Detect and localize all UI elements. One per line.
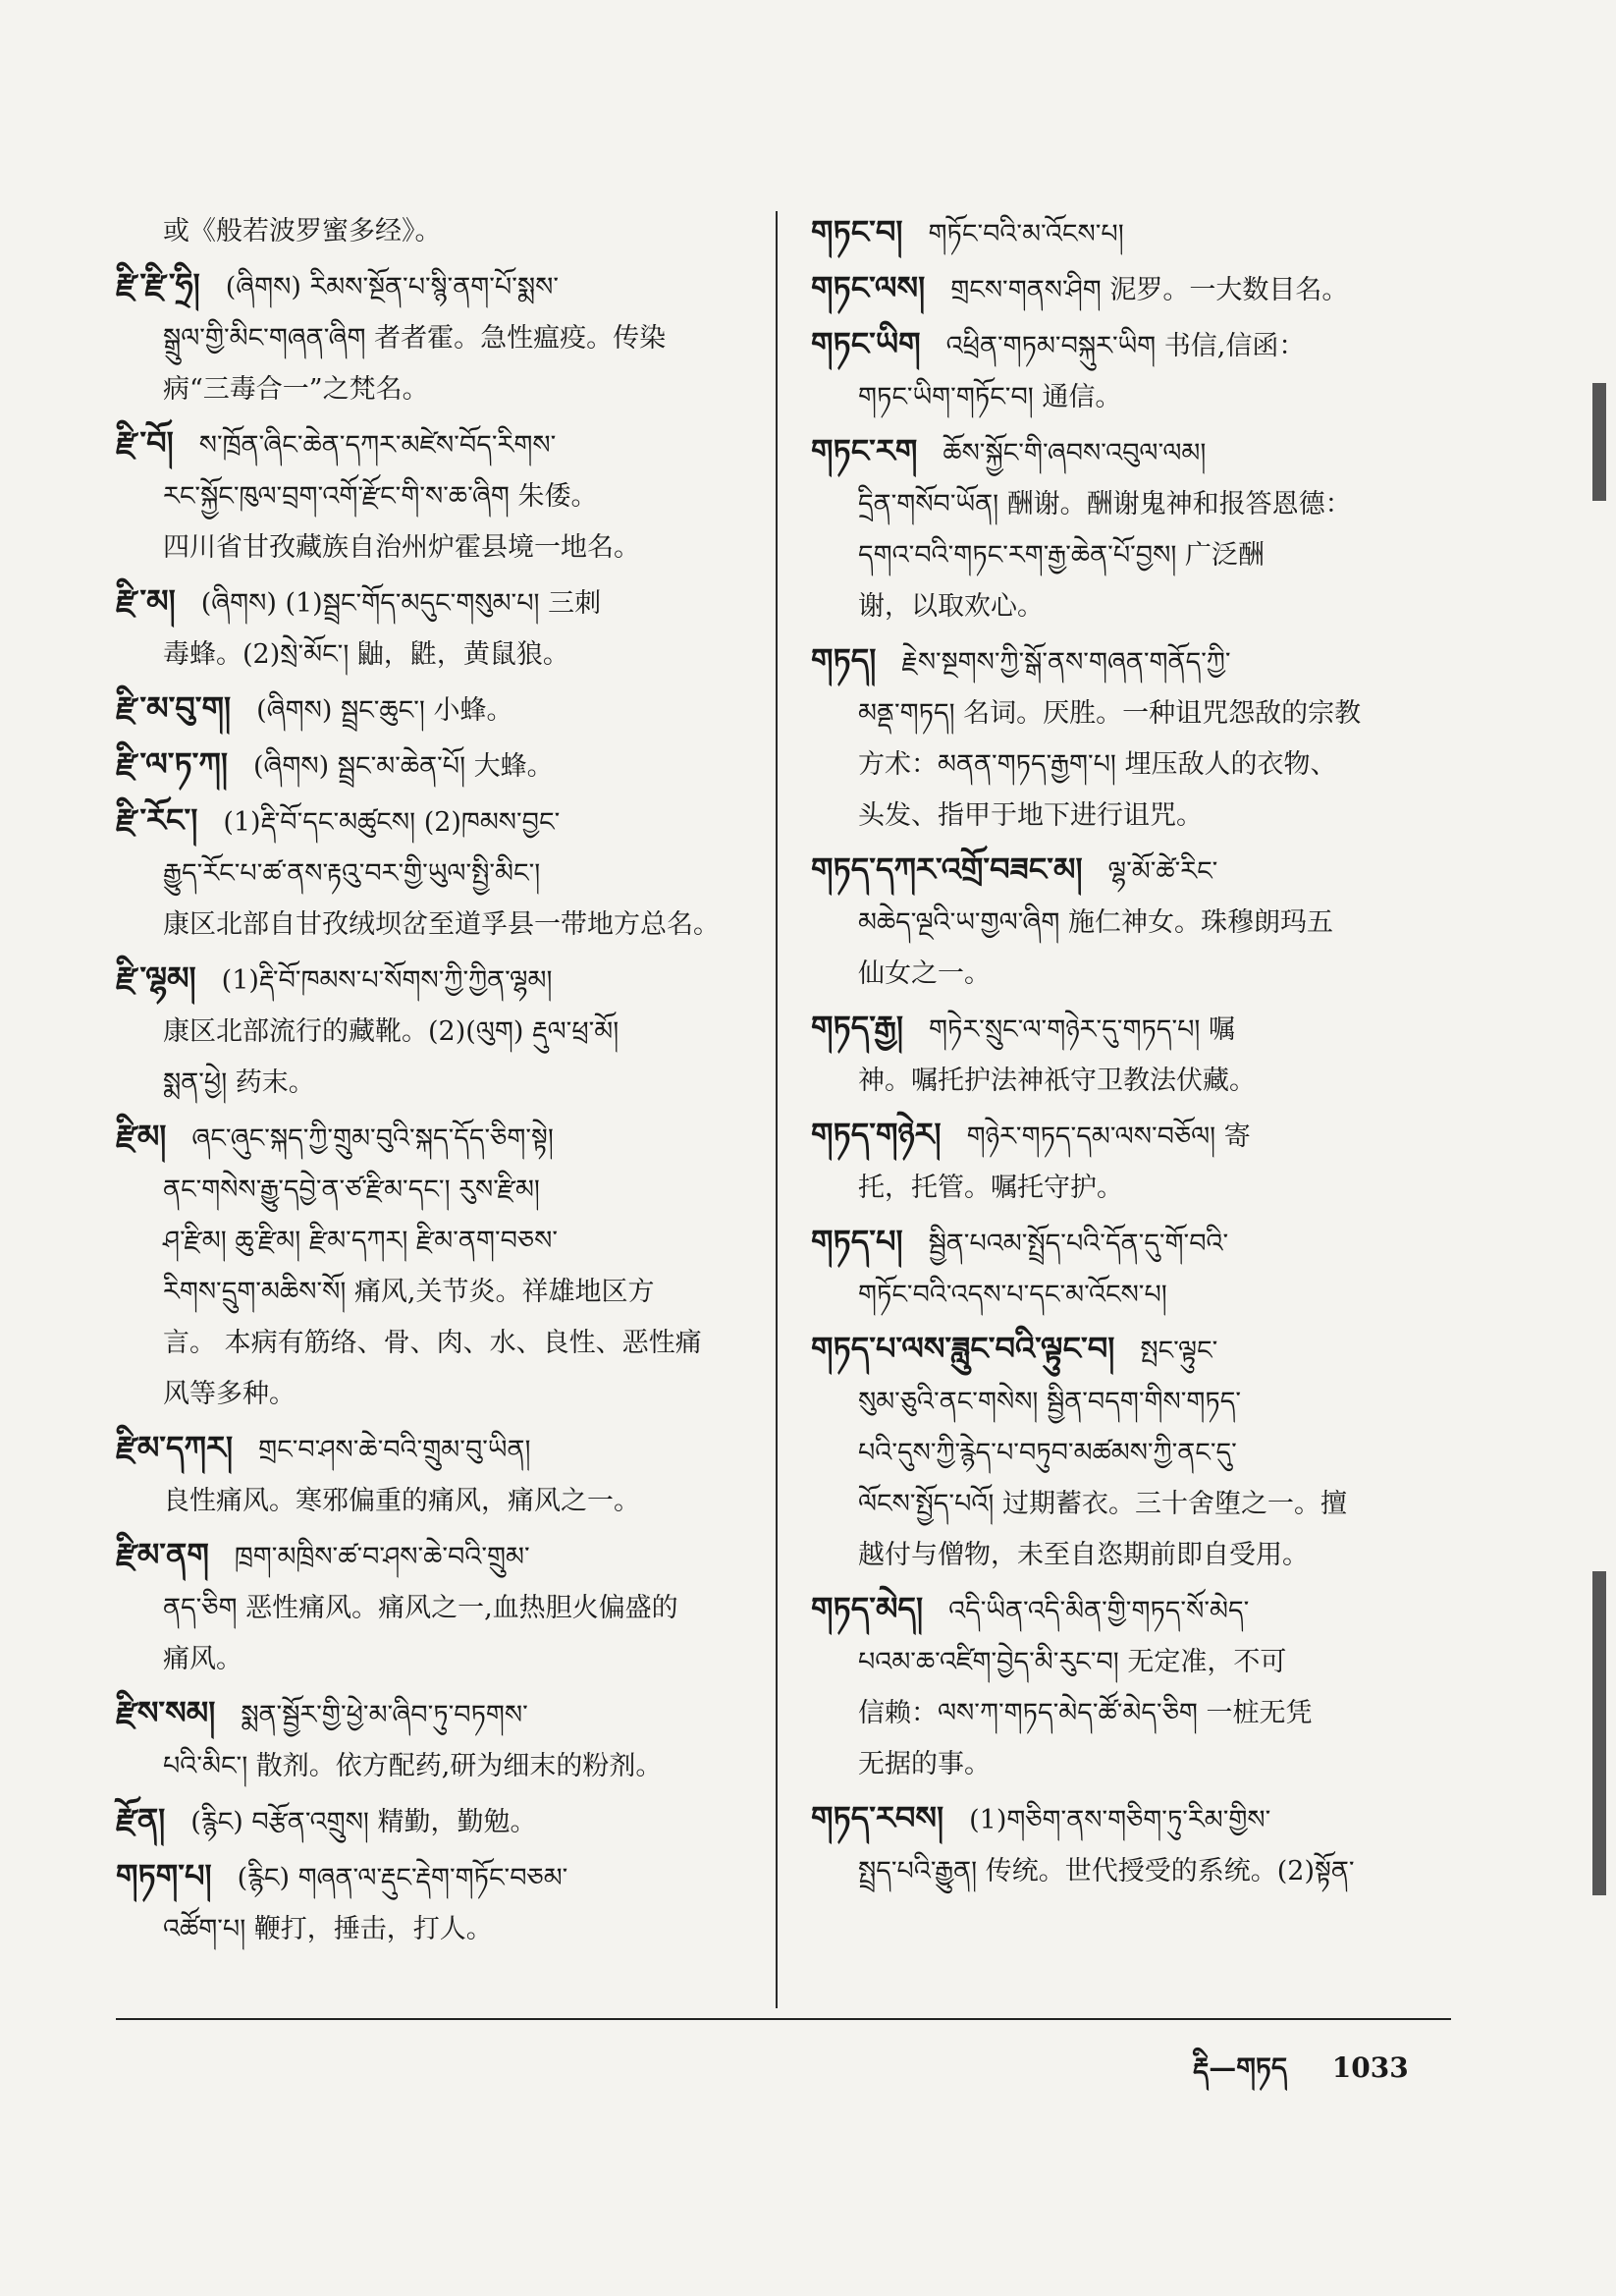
entry-text-line: 方术：མནན་གཏད་རྒྱག་པ། 埋压敌人的衣物、 bbox=[858, 749, 1337, 780]
entry-headword: རྫིམ་ནག bbox=[116, 1536, 209, 1573]
dictionary-entry bbox=[116, 953, 754, 1109]
entry-text-line: སྤྲད་པའི་རྒྱུན། 传统。世代授受的系统。(2)སྟོན་ bbox=[858, 1856, 1355, 1886]
entry-text-line: གྲངས་གནས་ཤིག 泥罗。一大数目名。 bbox=[950, 275, 1349, 305]
entry-text-line: རྗེས་སྔགས་ཀྱི་སྒོ་ནས་གཞན་གནོད་ཀྱི་ bbox=[901, 647, 1231, 678]
entry-text-line: (རྙིང) བརྩོན་འགྲུས། 精勤，勤勉。 bbox=[190, 1807, 537, 1837]
entry-text-line: (1)རྡི་བོ་དང་མཚུངས། (2)ཁམས་བྱང་ bbox=[223, 807, 561, 838]
entry-text-line: ནད་ཅིག 恶性痛风。痛风之一,血热胆火偏盛的 bbox=[163, 1593, 678, 1623]
left-column bbox=[116, 206, 754, 1957]
entry-text-line: པའམ་ཆ་འཛིག་བྱེད་མི་རུང་བ། 无定准，不可 bbox=[858, 1647, 1287, 1677]
entry-headword: གཏད་རབས། bbox=[811, 1799, 944, 1836]
entry-text-line: དགའ་བའི་གཏང་རག་རྒྱ་ཆེན་པོ་བྱས། 广泛酬 bbox=[858, 540, 1265, 571]
entry-text-line: 四川省甘孜藏族自治州炉霍县境一地名。 bbox=[163, 532, 640, 563]
entry-headword: རྫི་བོ། bbox=[116, 424, 174, 462]
entry-text-line: (ཞིགས) སྦྲང་མ་ཆེན་པོ། 大蜂。 bbox=[252, 751, 554, 782]
entry-text-line: གཉེར་གཏད་དམ་ལས་བཅོལ། 寄 bbox=[966, 1121, 1251, 1152]
dictionary-entry bbox=[811, 262, 1449, 316]
entry-text-line: འཚོག་པ། 鞭打，捶击，打人。 bbox=[163, 1914, 493, 1944]
entry-text-line: སྤང་ལྟུང་ bbox=[1140, 1336, 1218, 1366]
entry-text-line: སྦྱིན་པའམ་སྤྲོད་པའི་དོན་དུ་གོ་བའི་ bbox=[928, 1229, 1229, 1259]
entry-headword: གཏང་རག bbox=[811, 432, 918, 469]
entry-text-line: རྒྱུད་རོང་པ་ཚ་ནས་རྟའུ་བར་གྱི་ཡུལ་སྤྱི་མིང་། bbox=[163, 858, 541, 889]
entry-text-line: པའི་དུས་ཀྱི་རྙེད་པ་བཏུབ་མཚམས་ཀྱི་ནང་དུ་ bbox=[858, 1438, 1237, 1468]
entry-text-line: གཏོང་བའི་མ་འོངས་པ། bbox=[928, 219, 1124, 249]
dictionary-entry bbox=[116, 1794, 754, 1848]
entry-headword: གཏང་ཡིག bbox=[811, 325, 921, 362]
entry-text-line: པའི་མིང་། 散剂。依方配药,研为细末的粉剂。 bbox=[163, 1751, 663, 1781]
entry-text-line: རིགས་དྲུག་མཆིས་སོ། 痛风,关节炎。祥雄地区方 bbox=[163, 1277, 655, 1307]
entry-text-line: 或《般若波罗蜜多经》。 bbox=[163, 216, 442, 246]
dictionary-entry bbox=[811, 1792, 1449, 1897]
dictionary-entry bbox=[811, 1109, 1449, 1214]
dictionary-entry bbox=[811, 1216, 1449, 1321]
entry-text-line: 康区北部自甘孜绒坝岔至道孚县一带地方总名。 bbox=[163, 909, 720, 940]
dictionary-entry bbox=[811, 425, 1449, 632]
entry-text-line: 信赖：ལས་ཀ་གཏད་མེད་ཚོ་མེད་ཅིག 一桩无凭 bbox=[858, 1698, 1313, 1728]
entry-text-line: སུམ་ཅུའི་ནང་གསེས། སྦྱིན་བདག་གིས་གཏད་ bbox=[858, 1387, 1242, 1417]
footer-range: རྡི—གཏད bbox=[1193, 2051, 1288, 2084]
entry-text-line: གཏང་ཡིག་གཏོང་བ། 通信。 bbox=[858, 382, 1122, 412]
entry-text-line: འདི་ཡིན་འདི་མིན་གྱི་གཏད་སོ་མེད་ bbox=[948, 1596, 1250, 1626]
entry-headword: རྫིམ་དཀར། bbox=[116, 1429, 234, 1466]
entry-headword: གཏད་མེད། bbox=[811, 1590, 924, 1627]
dictionary-entry bbox=[811, 1323, 1449, 1581]
entry-text-line: གྲང་བ་ཤས་ཆེ་བའི་གྲུམ་བུ་ཡིན། bbox=[258, 1435, 531, 1465]
dictionary-entry bbox=[116, 575, 754, 681]
entry-text-line: (རྙིང) གཞན་ལ་རྡུང་རྡེག་གཏོང་བཅམ་ bbox=[237, 1863, 568, 1893]
right-column bbox=[811, 206, 1449, 1899]
entry-text-line: (1)རྡི་བོ་ཁམས་པ་སོགས་ཀྱི་ཀྱིན་ལྷམ། bbox=[221, 965, 553, 996]
entry-text-line: 无据的事。 bbox=[858, 1749, 991, 1779]
entry-text-line: མཆེད་ལྔའི་ཡ་གྱལ་ཞིག 施仁神女。珠穆朗玛五 bbox=[858, 907, 1333, 938]
page-footer bbox=[1193, 2037, 1444, 2114]
entry-text-line: 康区北部流行的藏靴。(2)(ལུག) རྡུལ་ཕྲ་མོ། bbox=[163, 1016, 619, 1047]
entry-text-line: འཕྲིན་གཏམ་བསྐུར་ཡིག 书信,信函： bbox=[945, 331, 1306, 361]
dictionary-entry bbox=[116, 738, 754, 793]
entry-text-line: གཏོང་བའི་འདས་པ་དང་མ་འོངས་པ། bbox=[858, 1280, 1167, 1310]
entry-text-line: (ཞིགས) སྦྲང་ཆུང་། 小蜂。 bbox=[256, 695, 513, 726]
entry-text-line: གཏེར་སྲུང་ལ་གཉེར་དུ་གཏད་པ། 嘱 bbox=[928, 1014, 1235, 1045]
entry-text-line: སྒྲུལ་གྱི་མིང་གཞན་ཞིག 者者霍。急性瘟疫。传染 bbox=[163, 323, 667, 354]
entry-text-line: ལྷ་མོ་ཚེ་རིང་ bbox=[1107, 856, 1218, 887]
entry-text-line: 良性痛风。寒邪偏重的痛风，痛风之一。 bbox=[163, 1486, 640, 1516]
entry-text-line: སྨན་སྦྱོར་གྱི་ཕྱེ་མ་ཞིབ་ཏུ་བཏགས་ bbox=[241, 1700, 528, 1730]
entry-headword: རྫི་མ་བུ་ག། bbox=[116, 689, 232, 727]
entry-headword: གཏད་དཀར་འགྲོ་བཟང་མ། bbox=[811, 850, 1083, 888]
dictionary-entry bbox=[116, 1529, 754, 1685]
entry-text-line: (1)གཅིག་ནས་གཅིག་ཏུ་རིམ་གྱིས་ bbox=[969, 1805, 1271, 1835]
dictionary-entry bbox=[116, 259, 754, 415]
entry-headword: རྫི་མ། bbox=[116, 582, 176, 620]
entry-text-line: སྨན་ཕྱེ། 药末。 bbox=[163, 1067, 315, 1098]
entry-text-line: ས་ཁྲོན་ཞིང་ཆེན་དཀར་མཛེས་བོད་རིགས་ bbox=[198, 430, 557, 461]
entry-text-line: ལོངས་སྤྱོད་པའོ། 过期蓄衣。三十舍堕之一。擅 bbox=[858, 1489, 1347, 1519]
entry-text-line: (ཞིགས) རིམས་སྔོན་པ་སྙི་ནག་པོ་སྨས་ bbox=[225, 272, 560, 302]
entry-text-line: 痛风。 bbox=[163, 1644, 242, 1674]
dictionary-entry bbox=[811, 318, 1449, 423]
entry-headword: གཏད་པ། bbox=[811, 1223, 903, 1260]
entry-text-line: 病“三毒合一”之梵名。 bbox=[163, 374, 429, 405]
dictionary-entry bbox=[811, 844, 1449, 1000]
entry-headword: གཏང་ལས། bbox=[811, 269, 926, 306]
entry-headword: གཏད་གཉེར། bbox=[811, 1116, 942, 1153]
entry-text-line: ཤ་རྫིམ། ཆུ་རྫིམ། རྫིམ་དཀར། རྫིམ་ནག་བཅས་ bbox=[163, 1226, 558, 1256]
entry-text-line: ནང་གསེས་རྒྱུ་དབྱེ་ན་ཙ་རྫིམ་དང་། རུས་རྫིམ། bbox=[163, 1175, 540, 1205]
entry-text-line: ཁྲག་མཁྲིས་ཚ་བ་ཤས་ཆེ་བའི་གྲུམ་ bbox=[234, 1542, 530, 1572]
entry-headword: གཏག་པ། bbox=[116, 1857, 212, 1894]
dictionary-entry bbox=[116, 1422, 754, 1527]
entry-text-line: ཆོས་སྐྱོང་གི་ཞབས་འབུལ་ལམ། bbox=[943, 438, 1207, 468]
entry-headword: རྫོན། bbox=[116, 1801, 166, 1838]
dictionary-entry bbox=[116, 1687, 754, 1792]
entry-text-line: ཞང་ཞུང་སྐད་ཀྱི་གྲུམ་བུའི་སྐད་དོད་ཅིག་སྟེ། bbox=[191, 1123, 554, 1154]
entry-text-line: 托，托管。嘱托守护。 bbox=[858, 1173, 1123, 1203]
entry-headword: རྫི་རྫི་ཧྲི། bbox=[116, 266, 200, 303]
entry-text-line: 越付与僧物，未至自恣期前即自受用。 bbox=[858, 1540, 1309, 1570]
entry-headword: རྫིམ། bbox=[116, 1118, 167, 1155]
dictionary-entry bbox=[811, 1583, 1449, 1790]
entry-text-line: 谢，以取欢心。 bbox=[858, 591, 1044, 622]
footer-rule bbox=[116, 2018, 1451, 2020]
entry-text-line: 神。嘱托护法神祇守卫教法伏藏。 bbox=[858, 1066, 1256, 1096]
entry-text-line: 风等多种。 bbox=[163, 1379, 296, 1409]
dictionary-entry bbox=[811, 1002, 1449, 1107]
entry-headword: རྫིས་སམ། bbox=[116, 1694, 216, 1731]
dictionary-entry bbox=[116, 417, 754, 574]
scan-edge-mark bbox=[1592, 383, 1606, 501]
entry-text-line: དྲིན་གསོབ་ཡོན། 酬谢。酬谢鬼神和报答恩德： bbox=[858, 489, 1352, 519]
dictionary-entry bbox=[811, 206, 1449, 260]
entry-text-line: 言。 本病有筋络、骨、肉、水、良性、恶性痛 bbox=[163, 1328, 702, 1358]
entry-text-line: 头发、指甲于地下进行诅咒。 bbox=[858, 800, 1203, 831]
entry-headword: རྫི་ལ་ཏ་ཀ། bbox=[116, 745, 228, 783]
entry-headword: རྫི་ལྷམ། bbox=[116, 959, 196, 997]
column-divider bbox=[776, 211, 778, 2008]
dictionary-entry bbox=[116, 1850, 754, 1955]
dictionary-entry bbox=[116, 683, 754, 737]
entry-text-line: (ཞིགས) (1)སྦྲང་གོད་མདུང་གསུམ་པ། 三刺 bbox=[200, 588, 602, 619]
entry-text-line: 仙女之一。 bbox=[858, 958, 991, 989]
scan-edge-mark bbox=[1592, 1571, 1606, 1895]
entry-headword: རྫི་རོང་། bbox=[116, 801, 198, 839]
dictionary-entry bbox=[811, 634, 1449, 842]
entry-text-line: 毒蜂。(2)སྲེ་མོང་། 鼬，鼪，黄鼠狼。 bbox=[163, 639, 569, 670]
entry-headword: གཏད། bbox=[811, 641, 877, 679]
entry-headword: གཏད་པ་ལས་ཟླུང་བའི་ལྟུང་བ། bbox=[811, 1330, 1115, 1367]
entry-headword: གཏང་བ། bbox=[811, 213, 903, 250]
page-number: 1033 bbox=[1331, 2051, 1409, 2084]
entry-text-line: མནྡ་གཏད། 名词。厌胜。一种诅咒怨敌的宗教 bbox=[858, 698, 1362, 729]
entry-text-line: རང་སྐྱོང་ཁུལ་བྲག་འགོ་རྫོང་གི་ས་ཆ་ཞིག 朱倭。 bbox=[163, 481, 598, 512]
dictionary-entry bbox=[116, 1111, 754, 1420]
dictionary-entry bbox=[116, 794, 754, 951]
entry-headword: གཏད་རྒྱ། bbox=[811, 1009, 903, 1046]
dictionary-entry bbox=[116, 206, 754, 257]
